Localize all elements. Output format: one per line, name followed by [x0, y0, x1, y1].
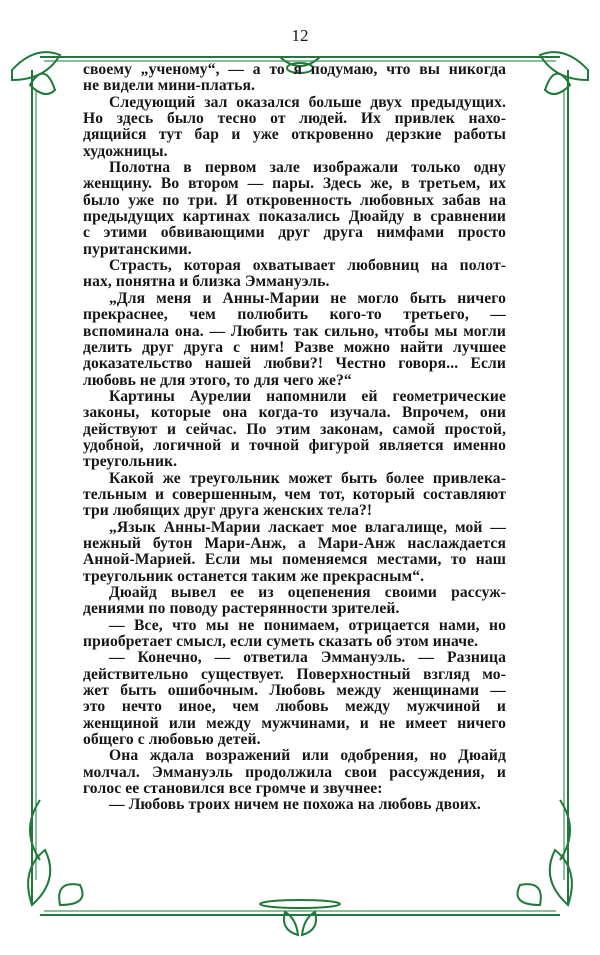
text-line: молчал. Эммануэль продолжила свои рассуждения, и — [83, 763, 506, 781]
text-line: женщиной или между мужчинами, и не имеет ничего — [83, 714, 506, 732]
text-line: нежный бутон Мари-Анж, а Мари-Анж наслаждается — [83, 534, 506, 552]
text-line: дениями по поводу растерянности зрителей. — [83, 600, 400, 618]
text-line: — Любовь троих ничем не похожа на любовь двоих. — [109, 796, 481, 814]
text-line: Страсть, которая охватывает любовниц на полот- — [109, 257, 506, 275]
text-line: с этими обвивающими друг друга нимфами просто — [83, 224, 506, 242]
bottom-center-ornament-icon — [260, 900, 340, 935]
text-line: общего с любовью детей. — [83, 731, 261, 749]
text-line: Полотна в первом зале изображали только одну — [109, 159, 506, 177]
text-line: вспоминала она. — Любить так сильно, чтобы мы могли — [83, 322, 506, 340]
text-line: дящийся тут бар и уже откровенно дерзкие работы — [83, 126, 506, 144]
text-line: — Конечно, — ответила Эммануэль. — Разница — [109, 649, 506, 667]
text-line: три любящих друг друга женских тела?! — [83, 502, 373, 520]
paragraph — [83, 585, 506, 618]
text-line: доказательство нашей любви?! Честно говоря... Если — [83, 355, 506, 373]
text-line: законы, которые она когда-то изучала. Впрочем, они — [83, 404, 506, 422]
text-line: действуют и сейчас. По этим законам, самой простой, — [83, 420, 506, 438]
text-line: не видели мини-платья. — [83, 77, 255, 95]
text-line: жет быть ошибочным. Любовь между женщинами — — [83, 682, 506, 700]
text-line: Какой же треугольник может быть более привлека- — [109, 469, 506, 487]
text-line: своему „ученому“, — а то я подумаю, что вы никогда — [83, 61, 506, 78]
text-line: голос ее становился все громче и звучнее: — [83, 780, 383, 798]
text-line: „Язык Анны-Марии ласкает мое влагалище, мой — — [109, 518, 506, 536]
text-line: тельным и совершенным, чем тот, который составляют — [83, 485, 506, 503]
text-line: предыдущих картинах показались Дюайду в сравнении — [83, 208, 506, 226]
text-line: действительно существует. Поверхностный взгляд мо- — [83, 665, 506, 683]
text-line: Но здесь было тесно от людей. Их привлек нахо- — [83, 110, 506, 128]
text-line: женщину. Во втором — пары. Здесь же, в третьем, их — [83, 175, 506, 193]
paragraph — [83, 618, 506, 651]
paragraph — [83, 389, 506, 471]
paragraph — [83, 258, 506, 291]
text-line: было уже по три. И откровенность любовных забав на — [83, 191, 506, 209]
page-number: 12 — [291, 26, 309, 45]
text-line: это нечто иное, чем любовь между мужчиной и — [83, 698, 506, 716]
text-line: художницы. — [83, 142, 168, 160]
text-line: Дюайд вывел ее из оцепенения своими рассуж- — [109, 584, 506, 601]
text-line: пуританскими. — [83, 240, 192, 258]
text-line: прекраснее, чем полюбить кого-то третьего, — — [83, 306, 506, 324]
text-line: треугольник останется таким же прекрасным“. — [83, 567, 425, 585]
text-line: Следующий зал оказался больше двух предыдущих. — [109, 93, 506, 111]
text-line: нах, понятна и близка Эммануэль. — [83, 273, 330, 291]
paragraph — [83, 62, 506, 95]
paragraph — [83, 160, 506, 258]
text-line: треугольник. — [83, 453, 178, 471]
text-line: Анной-Марией. Если мы поменяемся местами, то наш — [83, 551, 506, 569]
text-line: Картины Аурелии напомнили ей геометрические — [109, 387, 506, 405]
paragraph — [83, 797, 506, 813]
page-body-text — [83, 62, 506, 814]
paragraph — [83, 748, 506, 797]
paragraph — [83, 291, 506, 389]
text-line: — Все, что мы не понимаем, отрицается нами, но — [109, 616, 506, 634]
text-line: любовь не для этого, то для чего же?“ — [83, 371, 352, 389]
paragraph — [83, 471, 506, 520]
paragraph — [83, 650, 506, 748]
paragraph — [83, 95, 506, 160]
text-line: приобретает смысл, если суметь сказать об этом иначе. — [83, 633, 479, 651]
text-line: делить друг друга с ним! Разве можно найти лучшее — [83, 338, 506, 356]
text-line: удобной, логичной и точной фигурой является именно — [83, 436, 506, 454]
text-line: Она ждала возражений или одобрения, но Дюайд — [109, 747, 506, 765]
paragraph — [83, 520, 506, 585]
text-line: „Для меня и Анны-Марии не могло быть ничего — [109, 289, 506, 307]
